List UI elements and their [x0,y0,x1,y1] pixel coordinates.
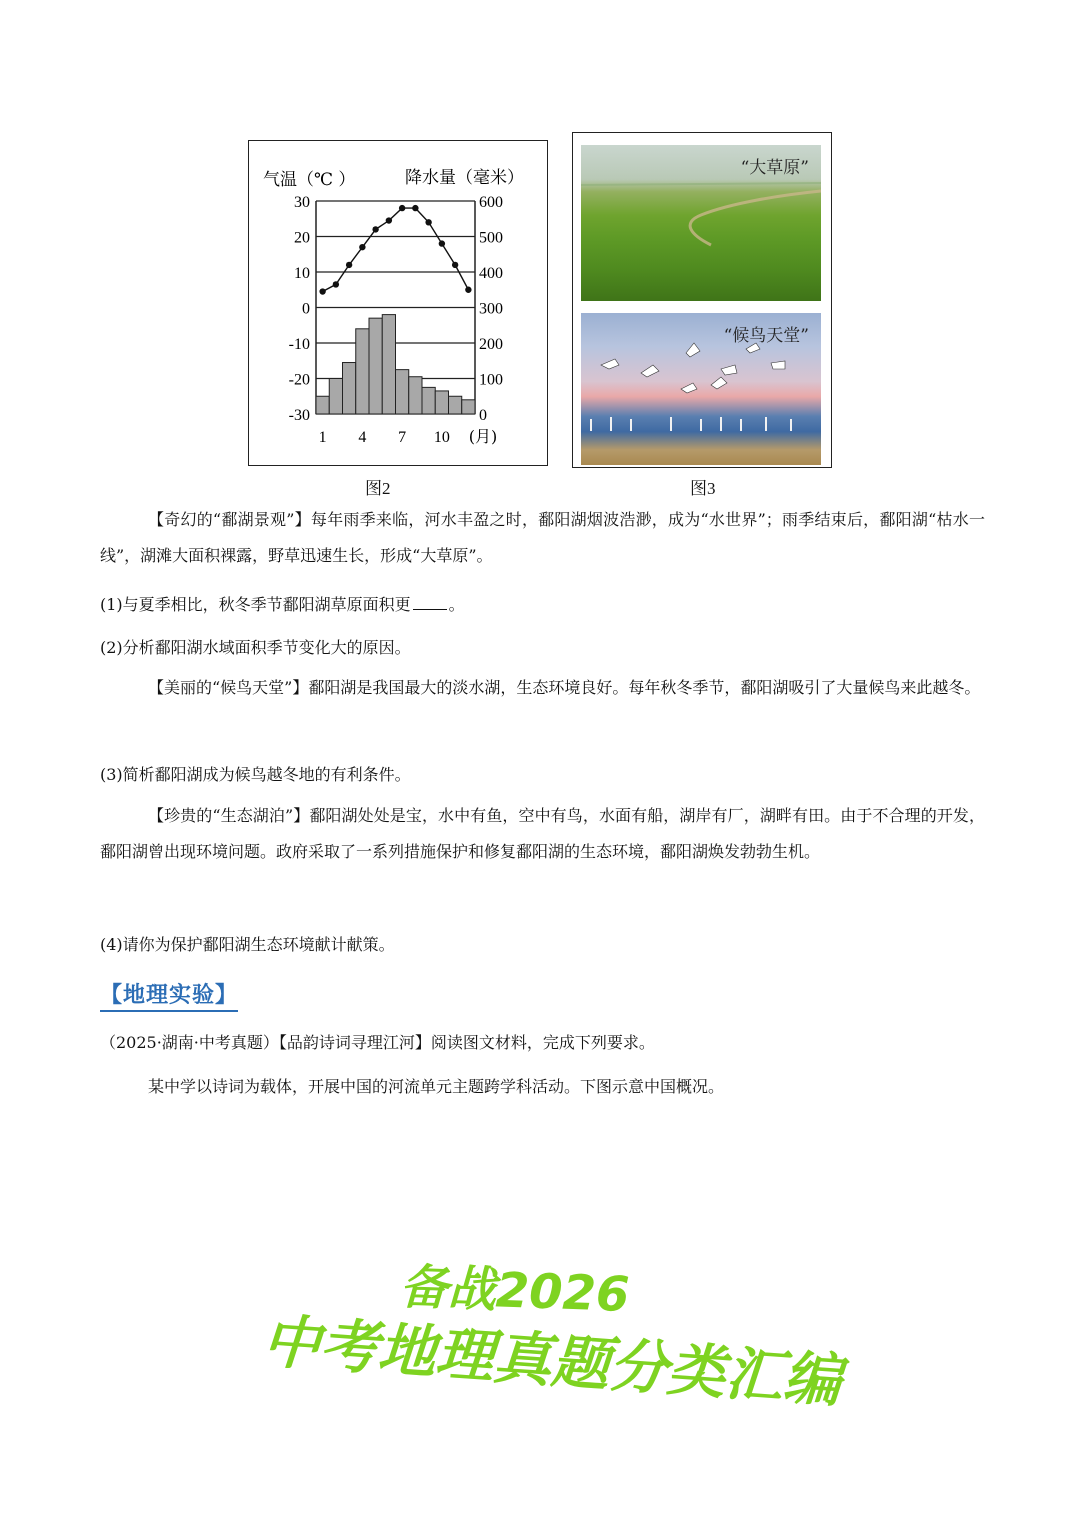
question-1-end: 。 [448,595,465,614]
temperature-point [439,240,445,246]
question-2: (2)分析鄱阳湖水域面积季节变化大的原因。 [100,638,411,657]
precip-tick-label: 400 [479,265,503,282]
precip-tick-label: 200 [479,336,503,353]
paragraph-ecological-lake: 【珍贵的“生态湖泊”】鄱阳湖处处是宝，水中有鱼，空中有鸟，水面有船，湖岸有厂，湖畔有田。由于不合理的开发，鄱阳湖曾出现环境问题。政府采取了一系列措施保护和修复鄱阳湖的生态环境，鄱阳湖焕发勃勃生机。 [100,806,985,861]
temperature-point [452,262,458,268]
precip-axis-label: 降水量（毫米） [405,168,524,188]
month-tick-label: 7 [398,429,407,446]
question-4: (4)请你为保护鄱阳湖生态环境献计献策。 [100,935,395,954]
temperature-point [372,226,378,232]
temp-tick-label: -10 [288,336,310,353]
precip-bar [396,370,409,414]
precip-bar [409,377,422,414]
source-line: （2025·湖南·中考真题）【品韵诗词寻理江河】阅读图文材料，完成下列要求。 [100,1033,655,1052]
watermark-line-1: 备战2026 [398,1259,631,1323]
precip-bar [462,400,475,414]
grassland-label: “大草原” [740,158,809,178]
precip-tick-label: 100 [479,371,503,389]
precip-tick-label: 0 [479,407,487,424]
month-unit-label: (月) [468,427,498,446]
figure2-caption: 图2 [365,479,391,498]
month-tick-label: 10 [433,429,450,446]
precip-bar [316,396,329,414]
paragraph-poyang-landscape: 【奇幻的“鄱湖景观”】每年雨季来临，河水丰盈之时，鄱阳湖烟波浩渺，成为“水世界”；雨季结束后，鄱阳湖“枯水一线”，湖滩大面积裸露，野草迅速生长，形成“大草原”。 [100,510,985,565]
watermark-line-2: 中考地理真题分类汇编 [259,1306,844,1416]
temp-tick-label: 30 [294,194,310,211]
precip-bar [343,363,356,414]
temperature-point [425,219,431,225]
question-1-text: (1)与夏季相比，秋冬季节鄱阳湖草原面积更 [100,595,411,614]
precip-bar [329,379,342,415]
temperature-point [333,281,339,287]
precip-bar [449,396,462,414]
paragraph-bird-paradise: 【美丽的“候鸟天堂”】鄱阳湖是我国最大的淡水湖，生态环境良好。每年秋冬季节，鄱阳湖吸引了大量候鸟来此越冬。 [148,678,981,697]
temperature-point [412,205,418,211]
precip-tick-label: 500 [479,229,503,247]
temp-tick-label: 20 [294,229,310,247]
temperature-point [346,262,352,268]
bird-paradise-label: “候鸟天堂” [723,326,809,346]
figure3-caption: 图3 [690,479,716,498]
month-tick-label: 4 [358,429,367,446]
section-heading: 【地理实验】 [100,978,238,1012]
precip-tick-label: 600 [479,194,503,211]
photo-frame [572,132,832,468]
bird-paradise-photo [581,313,821,465]
temperature-line [323,208,469,291]
intro-line: 某中学以诗词为载体，开展中国的河流单元主题跨学科活动。下图示意中国概况。 [148,1077,725,1096]
answer-blank[interactable] [413,595,447,610]
precip-bar [369,318,382,414]
temperature-point [465,287,471,293]
question-3: (3)简析鄱阳湖成为候鸟越冬地的有利条件。 [100,765,411,784]
temp-tick-label: 0 [302,300,310,318]
precip-bar [382,315,395,414]
temp-tick-label: 10 [294,265,310,282]
temp-axis-label: 气温（℃ ） [263,170,356,190]
precip-bar [435,391,448,414]
temp-tick-label: -30 [288,407,310,424]
grassland-photo [581,145,821,301]
precip-bar [422,387,435,414]
question-1 [100,592,465,615]
temperature-point [399,205,405,211]
temp-tick-label: -20 [288,371,310,389]
precip-bar [356,329,369,414]
temperature-point [359,244,365,250]
temperature-point [386,217,392,223]
month-tick-label: 1 [318,429,327,446]
climate-chart [249,141,546,464]
precip-tick-label: 300 [479,300,503,318]
climate-chart-frame [248,140,548,466]
temperature-point [319,288,325,294]
